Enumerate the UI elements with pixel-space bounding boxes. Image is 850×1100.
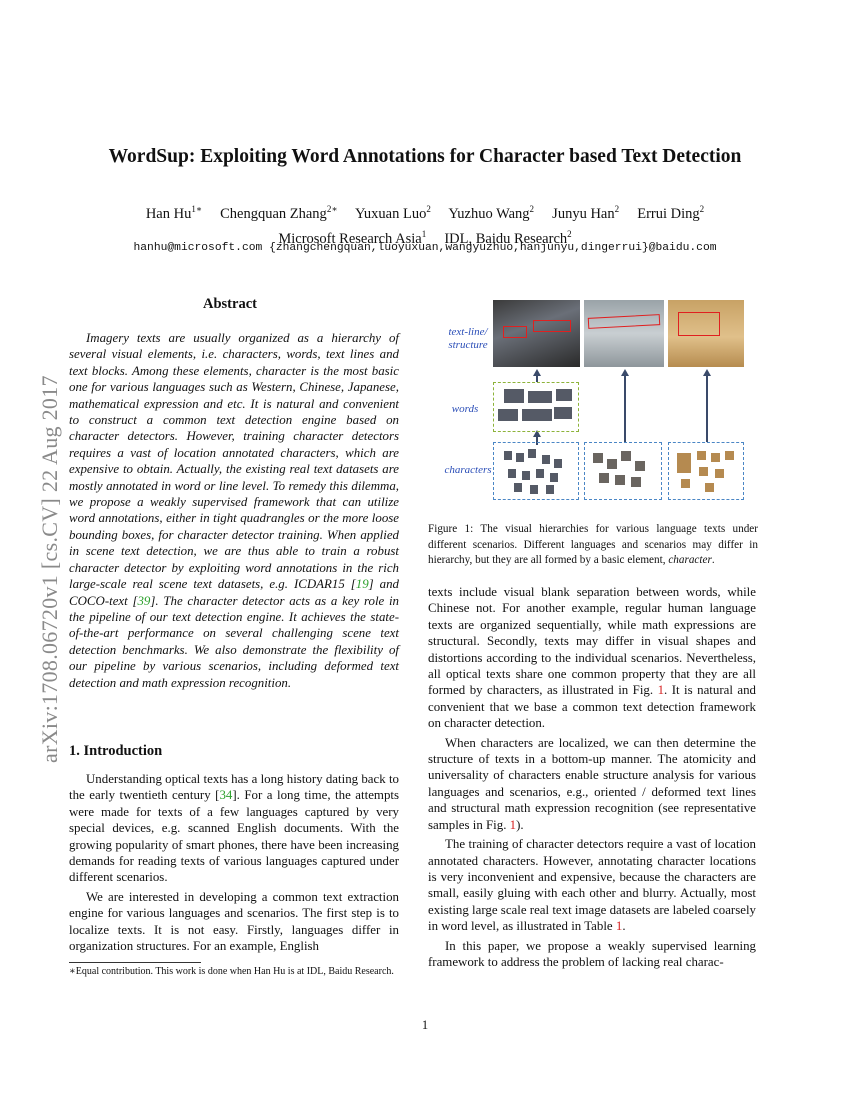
word-crop	[498, 409, 518, 421]
char-crop	[530, 485, 538, 494]
section-heading-introduction: 1. Introduction	[69, 743, 163, 759]
affiliation-name: IDL, Baidu Research	[444, 230, 568, 247]
author-name: Han Hu	[145, 205, 192, 222]
char-crop	[607, 459, 617, 469]
scene-text-photo	[493, 300, 580, 367]
text-line-box	[588, 314, 660, 329]
page-number: 1	[421, 1018, 429, 1032]
words-box	[493, 382, 579, 432]
characters-box	[493, 442, 579, 500]
hierarchy-arrowhead	[703, 369, 711, 376]
char-crop	[528, 449, 536, 458]
affiliation-mark: 2	[567, 228, 572, 239]
abstract-text	[69, 330, 399, 691]
characters-box	[584, 442, 662, 500]
char-crop	[705, 483, 714, 492]
caption-emphasis: character	[668, 554, 712, 567]
char-crop	[681, 479, 690, 488]
hierarchy-arrowhead	[533, 369, 541, 376]
arxiv-identifier: arXiv:1708.06720v1 [cs.CV] 22 Aug 2017	[37, 375, 62, 763]
figure-caption	[428, 522, 758, 569]
char-crop	[542, 455, 550, 464]
author-list	[0, 199, 850, 224]
footnote: ∗Equal contribution. This work is done when Han Hu is at IDL, Baidu Research.	[69, 966, 394, 977]
text-line-box	[503, 326, 527, 338]
chinese-text-photo	[584, 300, 664, 367]
author-name: Errui Ding	[637, 205, 700, 222]
paragraph-text: We are interested in developing a common text extraction engine for various languages and scenarios. The first step is to localize texts. It is not easy. Firstly, languages differ in organization structures. For an example, English	[69, 889, 399, 954]
paragraph-text: ]. For a long time, the attempts were made for texts of a few languages captured by very special devices, e.g. scanned English documents. With the growing popularity of smart phones, there have been increasing demands for reading texts of various languages captured under different scenarios.	[69, 788, 399, 885]
characters-box	[668, 442, 744, 500]
figure-label-text: text-line/	[448, 326, 488, 338]
char-crop	[599, 473, 609, 483]
author-name: Yuzhuo Wang	[448, 205, 530, 222]
paper-title: WordSup: Exploiting Word Annotations for Character based Text Detection	[108, 146, 742, 167]
figure-link[interactable]: 1	[657, 683, 665, 698]
char-crop	[546, 485, 554, 494]
author-affiliation-mark: 1∗	[191, 204, 202, 214]
caption-text: Figure 1: The visual hierarchies for various language texts under different scenarios. Different languages and scenarios may differ in hierarchy, but they are all formed by a basic element,	[428, 523, 758, 567]
word-crop	[556, 389, 572, 401]
paragraph-text: . It is natural and convenient that we base a common text detection framework on character detection.	[428, 683, 756, 731]
structure-box	[678, 312, 720, 336]
abstract-body: ] and COCO-text [	[69, 577, 399, 608]
char-crop	[536, 469, 544, 478]
citation-link[interactable]: 34	[219, 788, 233, 803]
word-crop	[522, 409, 552, 421]
citation-link[interactable]: 19	[355, 577, 369, 592]
figure-label-text-line	[438, 326, 498, 352]
paragraph-text: Understanding optical texts has a long history dating back to the early twentieth century [	[69, 772, 399, 803]
char-crop	[550, 473, 558, 482]
affiliation-name: Microsoft Research Asia	[278, 230, 422, 247]
caption-text: .	[711, 554, 715, 567]
hierarchy-arrowhead	[621, 369, 629, 376]
affiliation-mark: 1	[421, 228, 427, 239]
hierarchy-arrow	[706, 376, 708, 442]
paragraph-text: .	[622, 919, 626, 934]
char-crop	[677, 453, 691, 473]
paragraph-text: ).	[516, 817, 524, 832]
introduction-text	[69, 771, 399, 954]
abstract-body: Imagery texts are usually organized as a hierarchy of several visual elements, i.e. characters, words, text lines and text blocks. Among these elements, character is the most basic one for various languages such as Western, Chinese, Japanese, mathematical expression and etc. It is natural and convenient to construct a common text detection engine based on character detectors. However, training character detectors requires a vast of location annotated characters, which are expensive to obtain. Actually, the existing real text datasets are mostly annotated in word or line level. To remedy this dilemma, we propose a weakly supervised framework that can utilize word annotations, either in tight quadrangles or the more loose bounding boxes, for character detector training. When applied in scene text detection, we are thus able to train a robust character detector by exploiting word annotations in the rich large-scale real scene text datasets, e.g. ICDAR15 [	[69, 331, 399, 592]
author-affiliation-mark: 2	[699, 204, 705, 214]
char-crop	[615, 475, 625, 485]
char-crop	[631, 477, 641, 487]
author-affiliation-mark: 2	[529, 204, 535, 214]
paragraph-text: The training of character detectors require a vast of location annotated characters. However, annotating character locations is very inconvenient and expensive, because the characters are small, easily gluing with each other and blurry. Actually, most existing large scale real text image datasets are labeled coarsely in word level, as illustrated in Table	[428, 837, 756, 934]
abstract-heading: Abstract	[203, 296, 257, 312]
author-affiliation-mark: 2∗	[326, 204, 338, 214]
author-name: Junyu Han	[552, 205, 615, 222]
footnote-rule	[69, 962, 201, 963]
right-column-text	[428, 584, 756, 970]
char-crop	[593, 453, 603, 463]
author-affiliation-mark: 2	[614, 204, 620, 214]
paragraph-text: texts include visual blank separation between words, while Chinese not. For another example, regular human language texts are organized sequentially, while math expressions are structural. Secondly, texts may differ in visual shapes and distortions according to the individual scenarios. Nevertheless, all optical texts share one common property that they are all formed by characters, as illustrated in Fig.	[428, 585, 756, 698]
char-crop	[699, 467, 708, 476]
char-crop	[711, 453, 720, 462]
hierarchy-arrow	[624, 376, 626, 442]
char-crop	[554, 459, 562, 468]
word-crop	[504, 389, 524, 403]
char-crop	[715, 469, 724, 478]
paragraph-text: In this paper, we propose a weakly supervised learning framework to address the problem of lacking real charac-	[428, 938, 756, 969]
word-crop	[528, 391, 552, 403]
figure-label-text: structure	[448, 339, 488, 351]
paragraph-text: When characters are localized, we can then determine the structure of texts in a bottom-up manner. The atomicity and universality of characters enable structure analysis for various languages and scenarios, e.g., oriented / deformed text lines and structural math expression recognition (see representative samples in Fig.	[428, 735, 756, 832]
char-crop	[621, 451, 631, 461]
citation-link[interactable]: 39	[137, 593, 151, 608]
figure-link[interactable]: 1	[509, 817, 517, 832]
math-expression-photo	[668, 300, 744, 367]
author-name: Chengquan Zhang	[220, 205, 327, 222]
word-crop	[554, 407, 572, 419]
char-crop	[516, 453, 524, 462]
char-crop	[522, 471, 530, 480]
table-link[interactable]: 1	[615, 919, 623, 934]
char-crop	[697, 451, 706, 460]
char-crop	[508, 469, 516, 478]
author-emails: hanhu@microsoft.com {zhangchengquan,luoyuxuan,wangyuzhuo,hanjunyu,dingerrui}@baidu.com	[133, 242, 717, 254]
text-line-box	[533, 320, 571, 332]
char-crop	[725, 451, 734, 460]
char-crop	[514, 483, 522, 492]
author-affiliation-mark: 2	[426, 204, 431, 214]
author-name: Yuxuan Luo	[355, 205, 427, 222]
abstract-body: ]. The character detector acts as a key role in the pipeline of our text detection engine. It achieves the state-of-the-art performance on several challenging scene text detection benchmarks. We also demonstrate the flexibility of our pipeline by various scenarios, including deformed text detection and math expression recognition.	[69, 593, 400, 690]
char-crop	[635, 461, 645, 471]
char-crop	[504, 451, 512, 460]
figure-label-characters: characters	[444, 464, 492, 476]
figure-label-words: words	[451, 403, 479, 415]
